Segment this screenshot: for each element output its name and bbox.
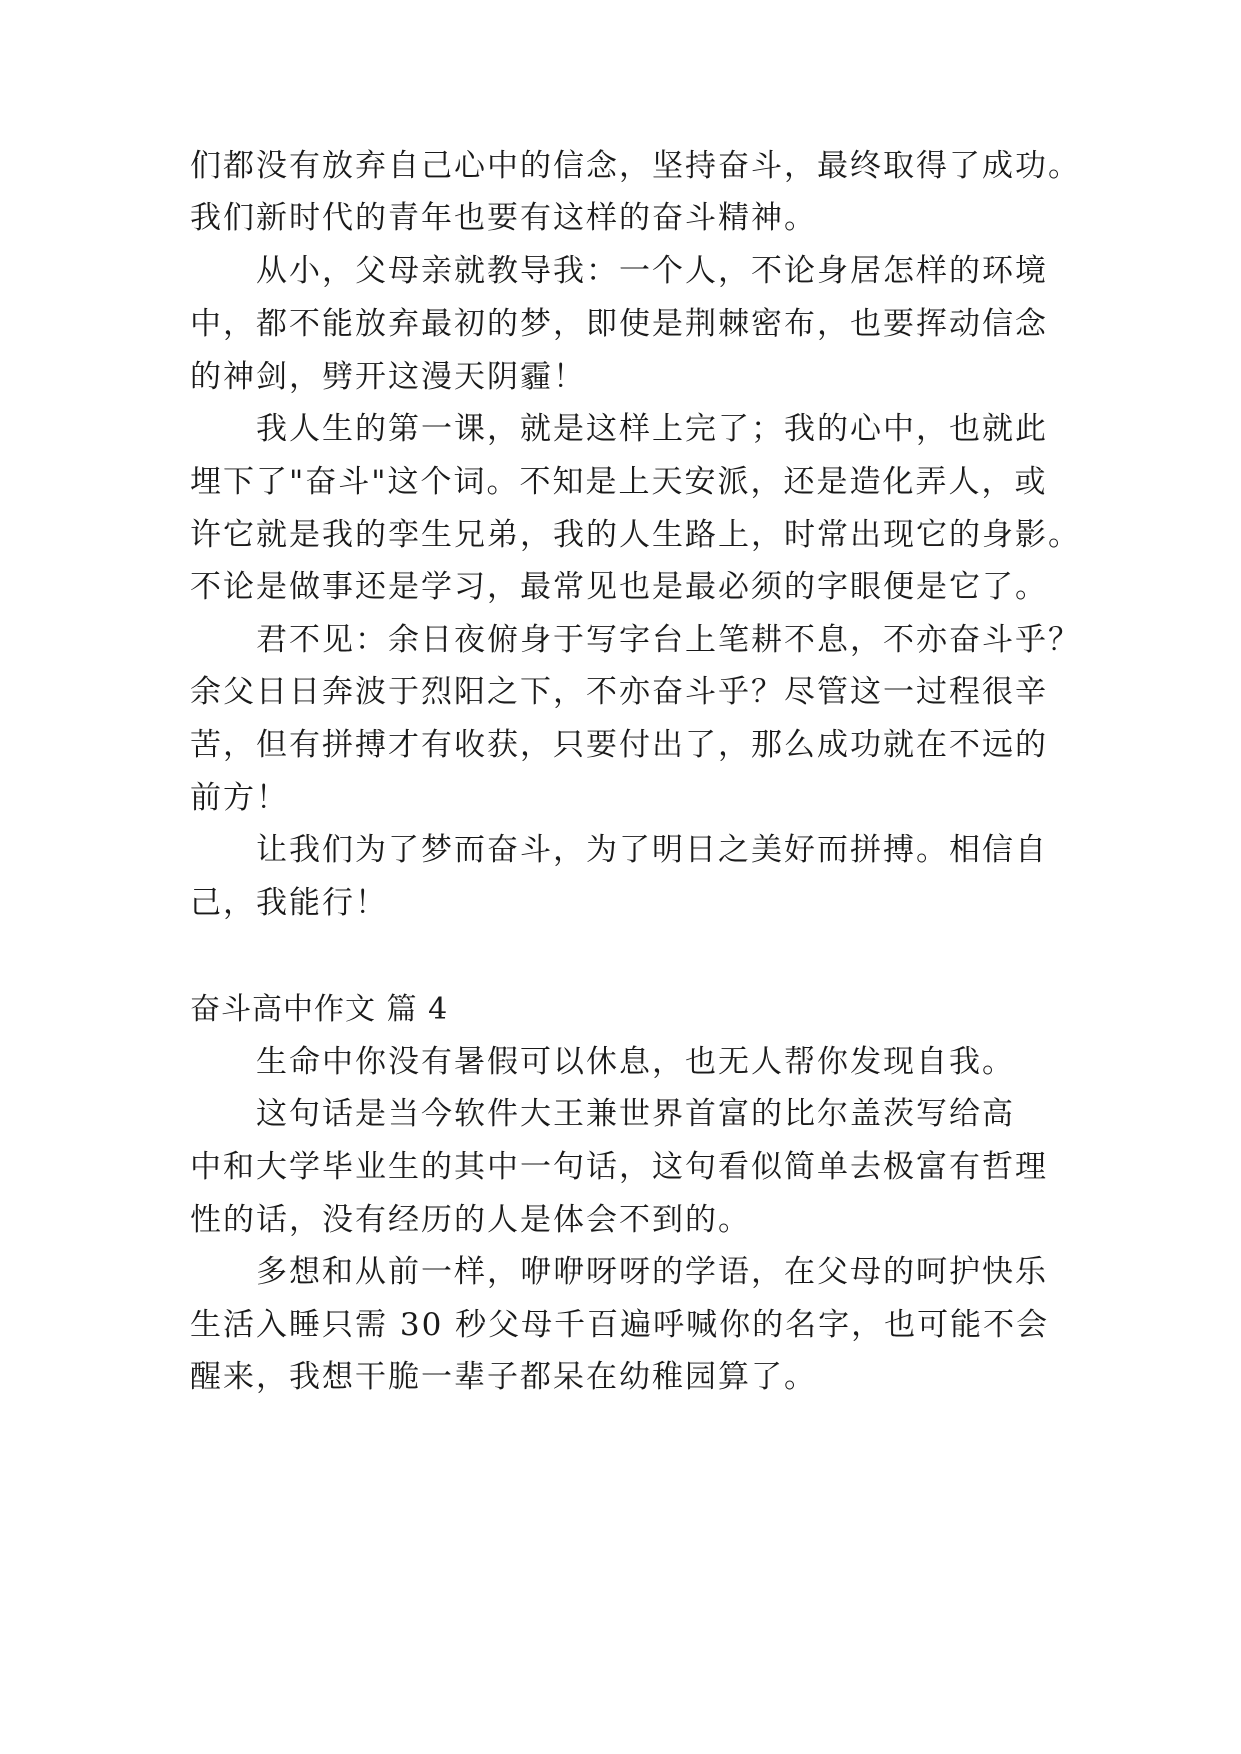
paragraph-line: 让我们为了梦而奋斗，为了明日之美好而拼搏。相信自	[256, 832, 1048, 868]
paragraph-line: 我们新时代的青年也要有这样的奋斗精神。	[190, 200, 817, 236]
paragraph-line: 中，都不能放弃最初的梦，即使是荆棘密布，也要挥动信念	[190, 306, 1048, 342]
paragraph-line: 这句话是当今软件大王兼世界首富的比尔盖茨写给高	[256, 1096, 1015, 1132]
paragraph-line: 性的话，没有经历的人是体会不到的。	[190, 1202, 751, 1238]
paragraph-line: 余父日日奔波于烈阳之下，不亦奋斗乎？尽管这一过程很辛	[190, 674, 1048, 710]
paragraph-line: 生命中你没有暑假可以休息，也无人帮你发现自我。	[256, 1044, 1015, 1080]
paragraph-line: 多想和从前一样，咿咿呀呀的学语，在父母的呵护快乐	[256, 1254, 1048, 1290]
paragraph-line: 中和大学毕业生的其中一句话，这句看似简单去极富有哲理	[190, 1149, 1048, 1185]
paragraph-line: 我人生的第一课，就是这样上完了；我的心中，也就此	[256, 411, 1048, 447]
paragraph-line: 君不见：余日夜俯身于写字台上笔耕不息，不亦奋斗乎？	[256, 622, 1081, 658]
paragraph-line: 生活入睡只需 30 秒父母千百遍呼喊你的名字，也可能不会	[190, 1307, 1050, 1343]
paragraph-line: 醒来，我想干脆一辈子都呆在幼稚园算了。	[190, 1359, 817, 1395]
paragraph-line: 埋下了"奋斗"这个词。不知是上天安派，还是造化弄人，或	[190, 464, 1048, 500]
paragraph-line: 的神剑，劈开这漫天阴霾！	[190, 359, 586, 395]
paragraph-line: 从小，父母亲就教导我：一个人，不论身居怎样的环境	[256, 253, 1048, 289]
paragraph-line: 苦，但有拼搏才有收获，只要付出了，那么成功就在不远的	[190, 727, 1048, 763]
paragraph-line: 不论是做事还是学习，最常见也是最必须的字眼便是它了。	[190, 569, 1048, 605]
paragraph-line: 前方！	[190, 780, 289, 816]
paragraph-line: 许它就是我的孪生兄弟，我的人生路上，时常出现它的身影。	[190, 517, 1081, 553]
section-heading: 奋斗高中作文 篇 4	[190, 992, 449, 1027]
paragraph-line: 己，我能行！	[190, 885, 388, 921]
paragraph-line: 们都没有放弃自己心中的信念，坚持奋斗，最终取得了成功。	[190, 148, 1081, 184]
